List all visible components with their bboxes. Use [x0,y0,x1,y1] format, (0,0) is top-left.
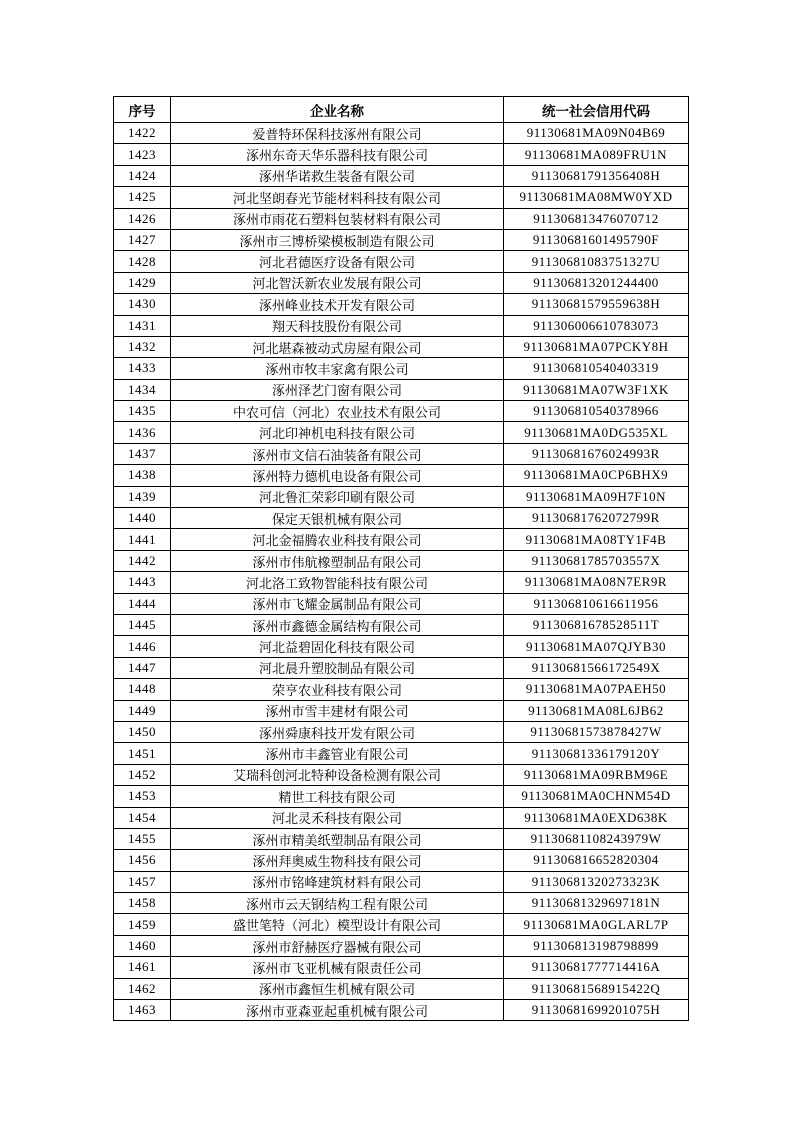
credit-code-cell: 91130681MA09RBM96E [504,764,689,785]
row-index-cell: 1428 [114,251,171,272]
company-name-cell: 艾瑞科创河北特种设备检测有限公司 [171,764,504,785]
row-index-cell: 1452 [114,764,171,785]
credit-code-cell: 911306810540403319 [504,358,689,379]
credit-code-cell: 91130681762072799R [504,508,689,529]
company-name-cell: 爱普特环保科技涿州有限公司 [171,123,504,144]
credit-code-cell: 911306006610783073 [504,315,689,336]
table-row [114,700,689,721]
credit-code-cell: 91130681108243979W [504,828,689,849]
table-row [114,957,689,978]
credit-code-cell: 91130681777714416A [504,957,689,978]
credit-code-cell: 91130681MA089FRU1N [504,144,689,165]
company-name-cell: 河北印神机电科技有限公司 [171,422,504,443]
table-row [114,743,689,764]
table-row [114,550,689,571]
row-index-cell: 1438 [114,465,171,486]
table-row [114,379,689,400]
credit-code-cell: 91130681MA07QJYB30 [504,636,689,657]
credit-code-cell: 91130681MA0CP6BHX9 [504,465,689,486]
company-name-cell: 涿州市三博桥梁模板制造有限公司 [171,229,504,250]
table-row [114,636,689,657]
company-name-cell: 涿州市飞亚机械有限责任公司 [171,957,504,978]
credit-code-cell: 91130681MA0EXD638K [504,807,689,828]
credit-code-cell: 91130681573878427W [504,721,689,742]
company-name-cell: 河北智沃新农业发展有限公司 [171,272,504,293]
row-index-cell: 1429 [114,272,171,293]
row-index-cell: 1448 [114,679,171,700]
row-index-cell: 1439 [114,486,171,507]
company-name-cell: 中农可信（河北）农业技术有限公司 [171,401,504,422]
credit-code-cell: 91130681MA07W3F1XK [504,379,689,400]
table-row [114,764,689,785]
credit-code-cell: 911306810540378966 [504,401,689,422]
company-name-cell: 涿州市雪丰建材有限公司 [171,700,504,721]
credit-code-cell: 91130681785703557X [504,550,689,571]
company-name-cell: 河北益碧固化科技有限公司 [171,636,504,657]
credit-code-cell: 91130681MA09N04B69 [504,123,689,144]
row-index-cell: 1451 [114,743,171,764]
table-row [114,272,689,293]
table-row [114,593,689,614]
row-index-cell: 1461 [114,957,171,978]
company-name-cell: 保定天银机械有限公司 [171,508,504,529]
company-table [113,96,689,1021]
row-index-cell: 1462 [114,978,171,999]
row-index-cell: 1436 [114,422,171,443]
company-name-cell: 涿州拜奥威生物科技有限公司 [171,850,504,871]
credit-code-cell: 91130681678528511T [504,614,689,635]
credit-code-cell: 91130681601495790F [504,229,689,250]
company-name-cell: 精世工科技有限公司 [171,786,504,807]
credit-code-cell: 91130681MA07PCKY8H [504,336,689,357]
company-name-cell: 涿州市鑫恒生机械有限公司 [171,978,504,999]
table-row [114,721,689,742]
company-name-cell: 涿州市云天钢结构工程有限公司 [171,893,504,914]
table-row [114,315,689,336]
credit-code-cell: 91130681336179120Y [504,743,689,764]
table-row [114,465,689,486]
row-index-cell: 1453 [114,786,171,807]
table-row [114,786,689,807]
column-header-company-name: 企业名称 [171,97,504,123]
company-name-cell: 涿州特力德机电设备有限公司 [171,465,504,486]
credit-code-cell: 91130681MA0CHNM54D [504,786,689,807]
credit-code-cell: 91130681699201075H [504,1000,689,1021]
credit-code-cell: 91130681083751327U [504,251,689,272]
row-index-cell: 1456 [114,850,171,871]
company-name-cell: 河北洛工致物智能科技有限公司 [171,572,504,593]
table-row [114,144,689,165]
row-index-cell: 1433 [114,358,171,379]
row-index-cell: 1445 [114,614,171,635]
company-name-cell: 荣亨农业科技有限公司 [171,679,504,700]
row-index-cell: 1455 [114,828,171,849]
column-header-credit-code: 统一社会信用代码 [504,97,689,123]
credit-code-cell: 91130681MA08N7ER9R [504,572,689,593]
company-name-cell: 涿州市精美纸塑制品有限公司 [171,828,504,849]
row-index-cell: 1424 [114,165,171,186]
company-name-cell: 涿州市铭峰建筑材料有限公司 [171,871,504,892]
company-name-cell: 涿州舜康科技开发有限公司 [171,721,504,742]
company-name-cell: 翔天科技股份有限公司 [171,315,504,336]
company-name-cell: 涿州市丰鑫管业有限公司 [171,743,504,764]
row-index-cell: 1454 [114,807,171,828]
table-row [114,443,689,464]
credit-code-cell: 91130681568915422Q [504,978,689,999]
row-index-cell: 1460 [114,935,171,956]
credit-code-cell: 91130681MA0GLARL7P [504,914,689,935]
credit-code-cell: 91130681791356408H [504,165,689,186]
header-row [114,97,689,123]
row-index-cell: 1447 [114,657,171,678]
table-row [114,486,689,507]
table-row [114,914,689,935]
table-row [114,935,689,956]
row-index-cell: 1443 [114,572,171,593]
table-row [114,187,689,208]
company-name-cell: 河北金福腾农业科技有限公司 [171,529,504,550]
table-row [114,123,689,144]
row-index-cell: 1458 [114,893,171,914]
credit-code-cell: 91130681566172549X [504,657,689,678]
credit-code-cell: 91130681MA08TY1F4B [504,529,689,550]
table-row [114,336,689,357]
row-index-cell: 1431 [114,315,171,336]
row-index-cell: 1427 [114,229,171,250]
table-row [114,871,689,892]
table-row [114,251,689,272]
company-name-cell: 河北君德医疗设备有限公司 [171,251,504,272]
credit-code-cell: 911306816652820304 [504,850,689,871]
row-index-cell: 1422 [114,123,171,144]
company-name-cell: 涿州峰业技术开发有限公司 [171,294,504,315]
row-index-cell: 1434 [114,379,171,400]
column-header-index: 序号 [114,97,171,123]
table-row [114,401,689,422]
row-index-cell: 1457 [114,871,171,892]
row-index-cell: 1459 [114,914,171,935]
table-row [114,208,689,229]
row-index-cell: 1444 [114,593,171,614]
table-row [114,614,689,635]
credit-code-cell: 911306813476070712 [504,208,689,229]
row-index-cell: 1423 [114,144,171,165]
table-row [114,893,689,914]
row-index-cell: 1432 [114,336,171,357]
table-row [114,679,689,700]
credit-code-cell: 91130681MA0DG535XL [504,422,689,443]
table-row [114,572,689,593]
table-row [114,422,689,443]
credit-code-cell: 91130681MA07PAEH50 [504,679,689,700]
table-row [114,529,689,550]
row-index-cell: 1437 [114,443,171,464]
credit-code-cell: 91130681579559638H [504,294,689,315]
company-name-cell: 涿州市牧丰家禽有限公司 [171,358,504,379]
company-name-cell: 涿州华诺救生装备有限公司 [171,165,504,186]
company-name-cell: 涿州市雨花石塑料包装材料有限公司 [171,208,504,229]
company-table-container [113,96,689,1021]
table-row [114,850,689,871]
company-name-cell: 河北灵禾科技有限公司 [171,807,504,828]
table-row [114,165,689,186]
row-index-cell: 1442 [114,550,171,571]
row-index-cell: 1441 [114,529,171,550]
company-name-cell: 盛世笔特（河北）模型设计有限公司 [171,914,504,935]
company-name-cell: 河北坚朗春光节能材料科技有限公司 [171,187,504,208]
table-row [114,807,689,828]
credit-code-cell: 91130681320273323K [504,871,689,892]
company-name-cell: 涿州市鑫德金属结构有限公司 [171,614,504,635]
company-name-cell: 涿州市亚森亚起重机械有限公司 [171,1000,504,1021]
company-name-cell: 涿州市飞耀金属制品有限公司 [171,593,504,614]
table-row [114,978,689,999]
row-index-cell: 1450 [114,721,171,742]
company-name-cell: 河北堪森被动式房屋有限公司 [171,336,504,357]
table-row [114,294,689,315]
company-name-cell: 涿州泽艺门窗有限公司 [171,379,504,400]
company-name-cell: 涿州市文信石油装备有限公司 [171,443,504,464]
credit-code-cell: 91130681676024993R [504,443,689,464]
row-index-cell: 1426 [114,208,171,229]
table-row [114,828,689,849]
row-index-cell: 1440 [114,508,171,529]
credit-code-cell: 911306813198798899 [504,935,689,956]
table-row [114,1000,689,1021]
table-row [114,508,689,529]
row-index-cell: 1446 [114,636,171,657]
row-index-cell: 1435 [114,401,171,422]
credit-code-cell: 91130681329697181N [504,893,689,914]
row-index-cell: 1449 [114,700,171,721]
credit-code-cell: 91130681MA08MW0YXD [504,187,689,208]
row-index-cell: 1425 [114,187,171,208]
company-name-cell: 河北晨升塑胶制品有限公司 [171,657,504,678]
table-row [114,229,689,250]
row-index-cell: 1463 [114,1000,171,1021]
credit-code-cell: 91130681MA09H7F10N [504,486,689,507]
table-row [114,358,689,379]
company-name-cell: 河北鲁汇荣彩印刷有限公司 [171,486,504,507]
credit-code-cell: 911306813201244400 [504,272,689,293]
credit-code-cell: 91130681MA08L6JB62 [504,700,689,721]
company-name-cell: 涿州东奇天华乐器科技有限公司 [171,144,504,165]
table-row [114,657,689,678]
company-name-cell: 涿州市伟航橡塑制品有限公司 [171,550,504,571]
company-name-cell: 涿州市舒赫医疗器械有限公司 [171,935,504,956]
row-index-cell: 1430 [114,294,171,315]
credit-code-cell: 911306810616611956 [504,593,689,614]
